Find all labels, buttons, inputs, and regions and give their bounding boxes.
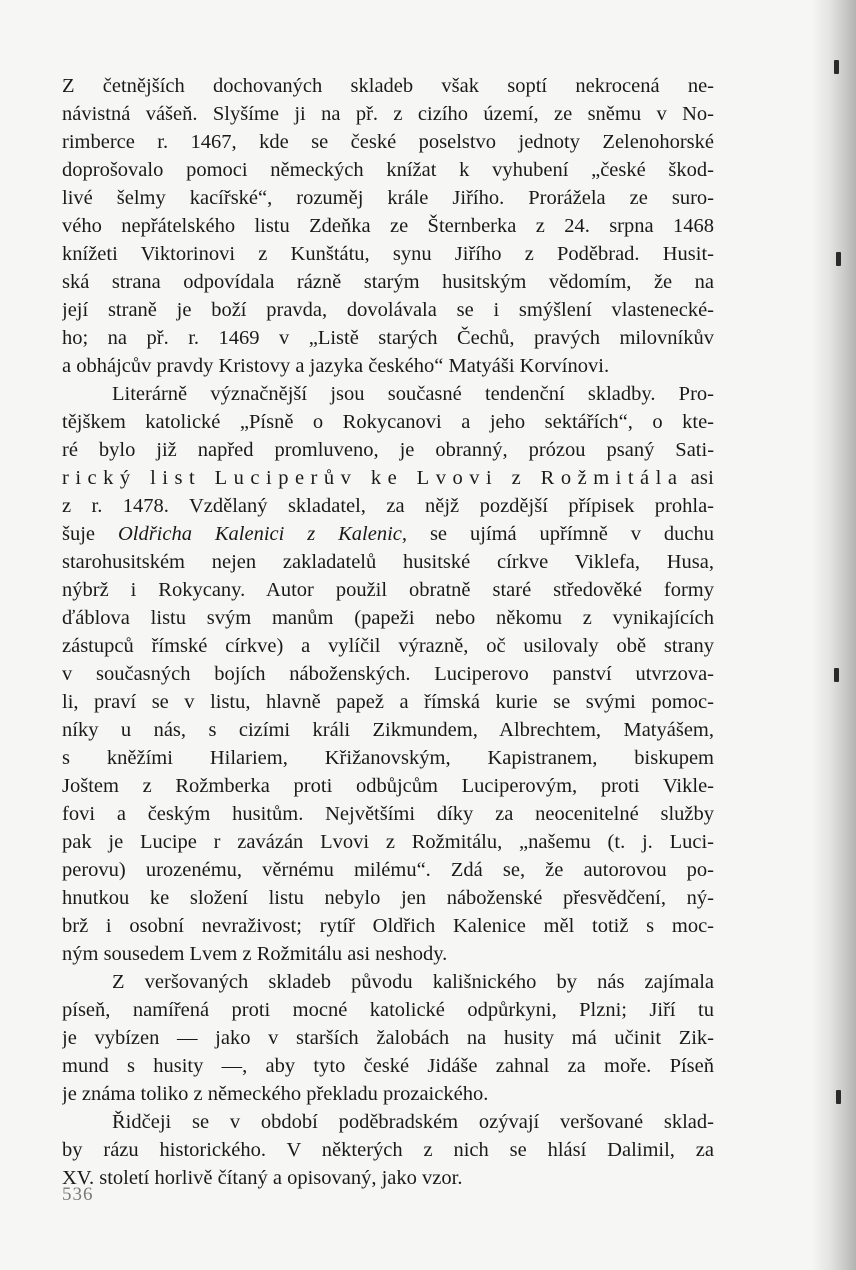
edge-mark [836,1090,841,1104]
text-line [62,436,714,464]
text-line: tějškem katolické „Písně o Rokycanovi a jeho sektářích“, o kte- [62,411,714,433]
text-line: vého nepřátelského listu Zdeňka ze Šternberka z 24. srpna 1468 [62,215,714,237]
edge-mark [834,60,839,74]
text-line: rimberce r. 1467, kde se české poselstvo jednoty Zelenohorské [62,131,714,153]
text-line: s kněžími Hilariem, Křižanovským, Kapistranem, biskupem [62,747,714,769]
text-line: zástupců římské církve) a vylíčil výrazně, oč usilovaly obě strany [62,635,714,657]
text-line: fovi a českým husitům. Největšími díky za neocenitelné služby [62,803,714,825]
text-fragment: ré bylo již napřed promluveno, je obranný, prózou psaný [62,439,655,461]
text-line: Literárně význačnější jsou současné tendenční skladby. Pro- [112,383,714,405]
text-line: livé šelmy kacířské“, rozuměj krále Jiřího. Prorážela ze suro- [62,187,714,209]
text-line: návistná vášeň. Slyšíme ji na př. z cizího území, ze sněmu v No- [62,103,714,125]
text-fragment: šuje [62,523,96,545]
edge-mark [834,668,839,682]
text-line: Z četnějších dochovaných skladeb však soptí nekrocená ne- [62,75,714,97]
text-line: perovu) urozenému, věrnému milému“. Zdá se, že autorovou po- [62,859,714,881]
text-fragment: asi [690,467,714,489]
page-edge-shadow [812,0,856,1270]
text-line: její straně je boží pravda, dovolávala se i smýšlení vlastenecké- [62,299,714,321]
text-line: je vybízen — jako v starších žalobách na husity má učinit Zik- [62,1027,714,1049]
text-line: z r. 1478. Vzdělaný skladatel, za nějž pozdější přípisek prohla- [62,495,714,517]
text-line: nýbrž i Rokycany. Autor použil obratně staré středověké formy [62,579,714,601]
text-line [62,464,714,492]
text-line: pak je Lucipe r zavázán Lvovi z Rožmitálu, „našemu (t. j. Luci- [62,831,714,853]
text-line: doprošovalo pomoci německých knížat k vyhubení „české škod- [62,159,714,181]
edge-mark [836,252,841,266]
text-line: píseň, namířená proti mocné katolické odpůrkyni, Plzni; Jiří tu [62,999,714,1021]
text-line: by rázu historického. V některých z nich se hlásí Dalimil, za [62,1139,714,1161]
text-line: a obhájcův pravdy Kristovy a jazyka českého“ Matyáši Korvínovi. [62,355,610,377]
text-line: ďáblova listu svým manům (papeži nebo někomu z vynikajících [62,607,714,629]
text-line: ho; na př. r. 1469 v „Listě starých Čechů, pravých milovníkův [62,327,714,349]
text-line: hnutkou ke složení listu nebylo jen náboženské přesvědčení, ný- [62,887,714,909]
body-text [62,72,714,1192]
text-line: Joštem z Rožmberka proti odbůjcům Luciperovým, proti Vikle- [62,775,714,797]
text-line: je známa toliko z německého překladu prozaického. [62,1083,489,1105]
text-line: mund s husity —, aby tyto české Jidáše zahnal za moře. Píseň [62,1055,714,1077]
text-line: li, praví se v listu, hlavně papež a římská kurie se svými pomoc- [62,691,714,713]
text-line [62,520,714,548]
text-line: brž i osobní nevraživost; rytíř Oldřich Kalenice měl totiž s moc- [62,915,714,937]
text-line: ská strana odpovídala rázně starým husitským vědomím, že na [62,271,714,293]
italic-name: Oldřicha Kalenici z Kalenic, [117,523,408,545]
spaced-title: Sati- [675,439,714,461]
text-line: knížeti Viktorinovi z Kunštátu, synu Jiřího z Poděbrad. Husit- [62,243,714,265]
text-line: v současných bojích náboženských. Luciperovo panství utvrzova- [62,663,714,685]
text-fragment: se ujímá upřímně v duchu [429,523,714,545]
page-number: 536 [62,1184,94,1205]
text-line: níky u nás, s cizími králi Zikmundem, Albrechtem, Matyášem, [62,719,714,741]
text-line: XV. století horlivě čítaný a opisovaný, jako vzor. [62,1167,463,1189]
spaced-title: rický list Luciperův ke Lvovi z Rožmitála [62,467,684,489]
text-line: Řidčeji se v období poděbradském ozývají veršované sklad- [112,1111,714,1133]
text-line: starohusitském nejen zakladatelů husitské církve Viklefa, Husa, [62,551,714,573]
text-line: Z veršovaných skladeb původu kališnického by nás zajímala [112,971,714,993]
text-line: ným sousedem Lvem z Rožmitálu asi neshody. [62,943,448,965]
